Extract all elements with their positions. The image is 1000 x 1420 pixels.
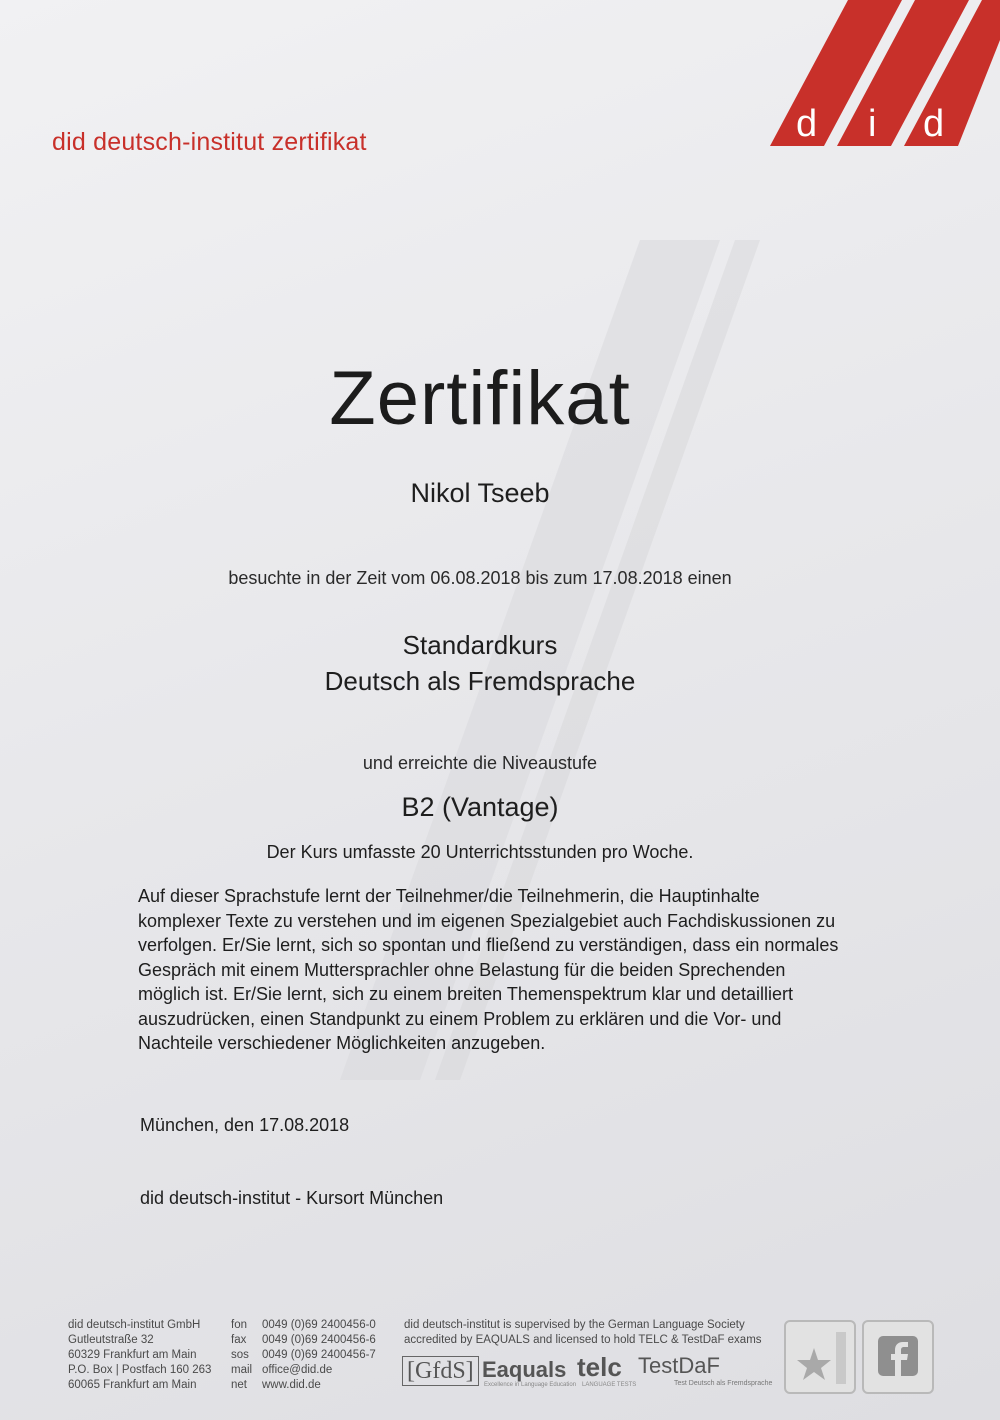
footer-contact-keys: [231, 1318, 252, 1393]
facebook-icon: [862, 1320, 934, 1394]
svg-text:d: d: [796, 103, 818, 145]
contact-key: net: [231, 1379, 247, 1391]
course-location: did deutsch-institut - Kursort München: [140, 1188, 444, 1208]
level-intro: und erreichte die Niveaustufe: [362, 753, 598, 773]
svg-text:i: i: [868, 103, 877, 145]
participant-name: Nikol Tseeb: [410, 478, 550, 508]
attendance-period: besuchte in der Zeit vom 06.08.2018 bis zum 17.08.2018 einen: [228, 568, 732, 588]
level-description: [138, 884, 878, 1056]
brand-heading: did deutsch-institut zertifikat: [52, 128, 367, 156]
description-line: Gespräch mit einem Muttersprachler ohne Belastung für die beiden Sprechenden: [138, 959, 786, 980]
address-line: 60065 Frankfurt am Main: [68, 1379, 197, 1391]
contact-key: sos: [231, 1349, 249, 1361]
website: www.did.de: [262, 1379, 321, 1391]
eaquals-subtitle: Excellence in Language Education: [484, 1382, 577, 1388]
course-hours: Der Kurs umfasste 20 Unterrichtsstunden pro Woche.: [266, 842, 694, 862]
description-line: Auf dieser Sprachstufe lernt der Teilnehmer/die Teilnehmerin, die Hauptinhalte: [138, 886, 760, 906]
address-line: P.O. Box | Postfach 160 263: [68, 1364, 212, 1376]
award-seal-icon: [784, 1320, 856, 1394]
did-logo: [740, 0, 1000, 150]
telc-subtitle: LANGUAGE TESTS: [582, 1382, 637, 1388]
description-line: möglich ist. Er/Sie lernt, sich zu einem breiten Themenspektrum klar und detailliert: [138, 984, 793, 1004]
description-line: verfolgen. Er/Sie lernt, sich so spontan und fließend zu verständigen, dass ein normales: [138, 935, 839, 955]
testdaf-logo: TestDaF: [638, 1353, 720, 1378]
footer-address: [68, 1318, 211, 1393]
description-line: Nachteile verschiedener Möglichkeiten anzugeben.: [138, 1033, 546, 1053]
footer-supervision: [404, 1318, 762, 1348]
contact-key: mail: [231, 1364, 253, 1376]
supervision-line: accredited by EAQUALS and licensed to hold TELC & TestDaF exams: [404, 1334, 762, 1346]
course-name-line1: Standardkurs: [402, 630, 558, 660]
description-line: auszudrücken, einen Standpunkt zu einem Problem zu erklären und die Vor- und: [138, 1008, 782, 1029]
contact-key: fax: [231, 1334, 247, 1346]
certificate-title: Zertifikat: [329, 356, 631, 441]
testdaf-subtitle: Test Deutsch als Fremdsprache: [674, 1380, 773, 1387]
description-line: komplexer Texte zu verstehen und im eigenen Spezialgebiet auch Fachdiskussionen zu: [138, 910, 836, 931]
address-line: 60329 Frankfurt am Main: [68, 1349, 197, 1361]
supervision-line: did deutsch-institut is supervised by the German Language Society: [404, 1319, 745, 1331]
gfds-logo: [GfdS]: [402, 1356, 479, 1386]
eaquals-logo: Eaquals: [482, 1357, 567, 1382]
sos-number: 0049 (0)69 2400456-7: [262, 1349, 376, 1361]
course-name-line2: Deutsch als Fremdsprache: [324, 666, 636, 696]
svg-text:d: d: [923, 103, 945, 145]
place-and-date: München, den 17.08.2018: [140, 1115, 350, 1135]
footer-contact-values: [262, 1318, 376, 1393]
contact-key: fon: [231, 1319, 247, 1331]
email-address: office@did.de: [262, 1364, 333, 1376]
telc-logo: telc: [577, 1352, 622, 1382]
fax-number: 0049 (0)69 2400456-6: [262, 1334, 376, 1346]
achieved-level: B2 (Vantage): [401, 792, 559, 822]
address-line: did deutsch-institut GmbH: [68, 1319, 201, 1331]
address-line: Gutleutstraße 32: [68, 1334, 154, 1346]
phone-number: 0049 (0)69 2400456-0: [262, 1319, 376, 1331]
